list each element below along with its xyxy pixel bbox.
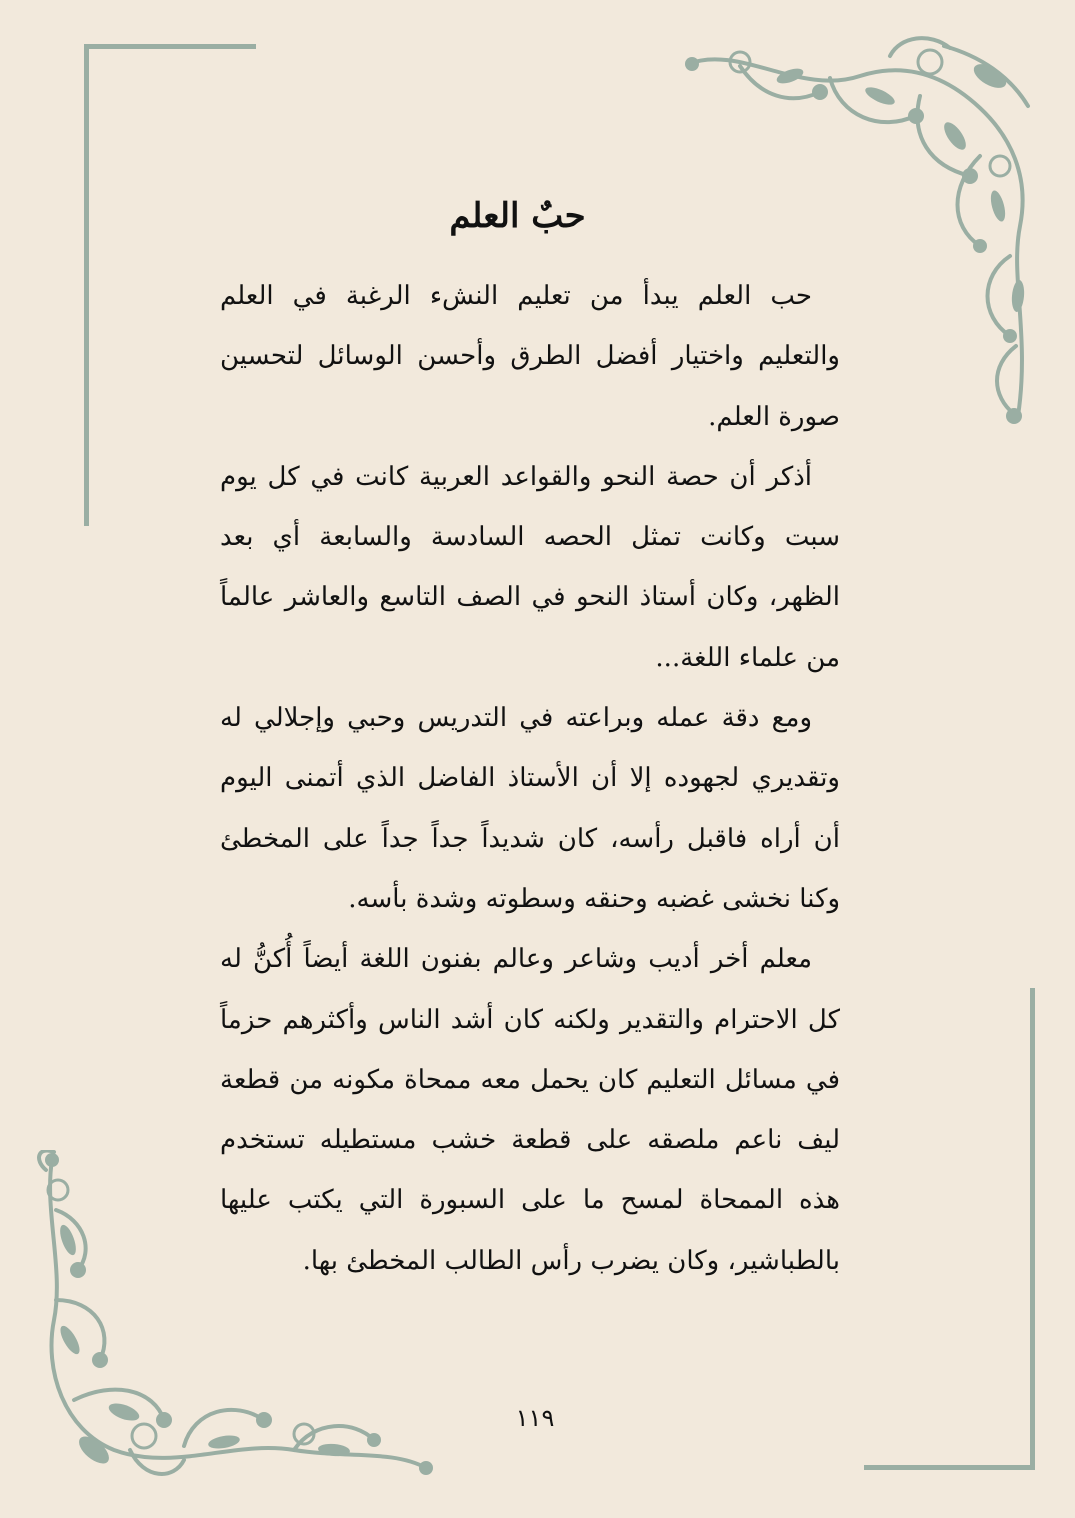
paragraph-1: حب العلم يبدأ من تعليم النشء الرغبة في العلم والتعليم واختيار أفضل الطرق وأحسن الوسائل لتحسين صورة العلم. [220,281,840,432]
frame-bottom-right-horizontal [864,1465,1035,1470]
page-number: ١١٩ [515,1404,555,1432]
page-title: حبٌ العلم [449,196,586,236]
frame-top-left-horizontal [84,44,256,49]
paragraph-2: أذكر أن حصة النحو والقواعد العربية كانت في كل يوم سبت وكانت تمثل الحصه السادسة والسابعة أي بعد الظهر، وكان أستاذ النحو في الصف التاسع والعاشر عالماً من علماء اللغة... [220,461,840,673]
frame-top-left-vertical [84,44,89,526]
frame-bottom-right-vertical [1030,988,1035,1470]
body-text [220,266,840,1291]
paragraph-3: ومع دقة عمله وبراعته في التدريس وحبي وإجلالي له وتقديري لجهوده إلا أن الأستاذ الفاضل الذي أتمنى اليوم أن أراه فاقبل رأسه، كان شديداً جداً جداً على المخطئ وكنا نخشى غضبه وحنقه وسطوته وشدة بأسه. [220,703,840,914]
paragraph-4: معلم أخر أديب وشاعر وعالم بفنون اللغة أيضاً أُكنُّ له كل الاحترام والتقدير ولكنه كان أشد الناس وأكثرهم حزماً في مسائل التعليم كان يحمل معه ممحاة مكونه من قطعة ليف ناعم ملصقه على قطعة خشب مستطيله تستخدم هذه الممحاة لمسح ما على السبورة التي يكتب عليها بالطباشير، وكان يضرب رأس الطالب المخطئ بها. [220,944,840,1276]
